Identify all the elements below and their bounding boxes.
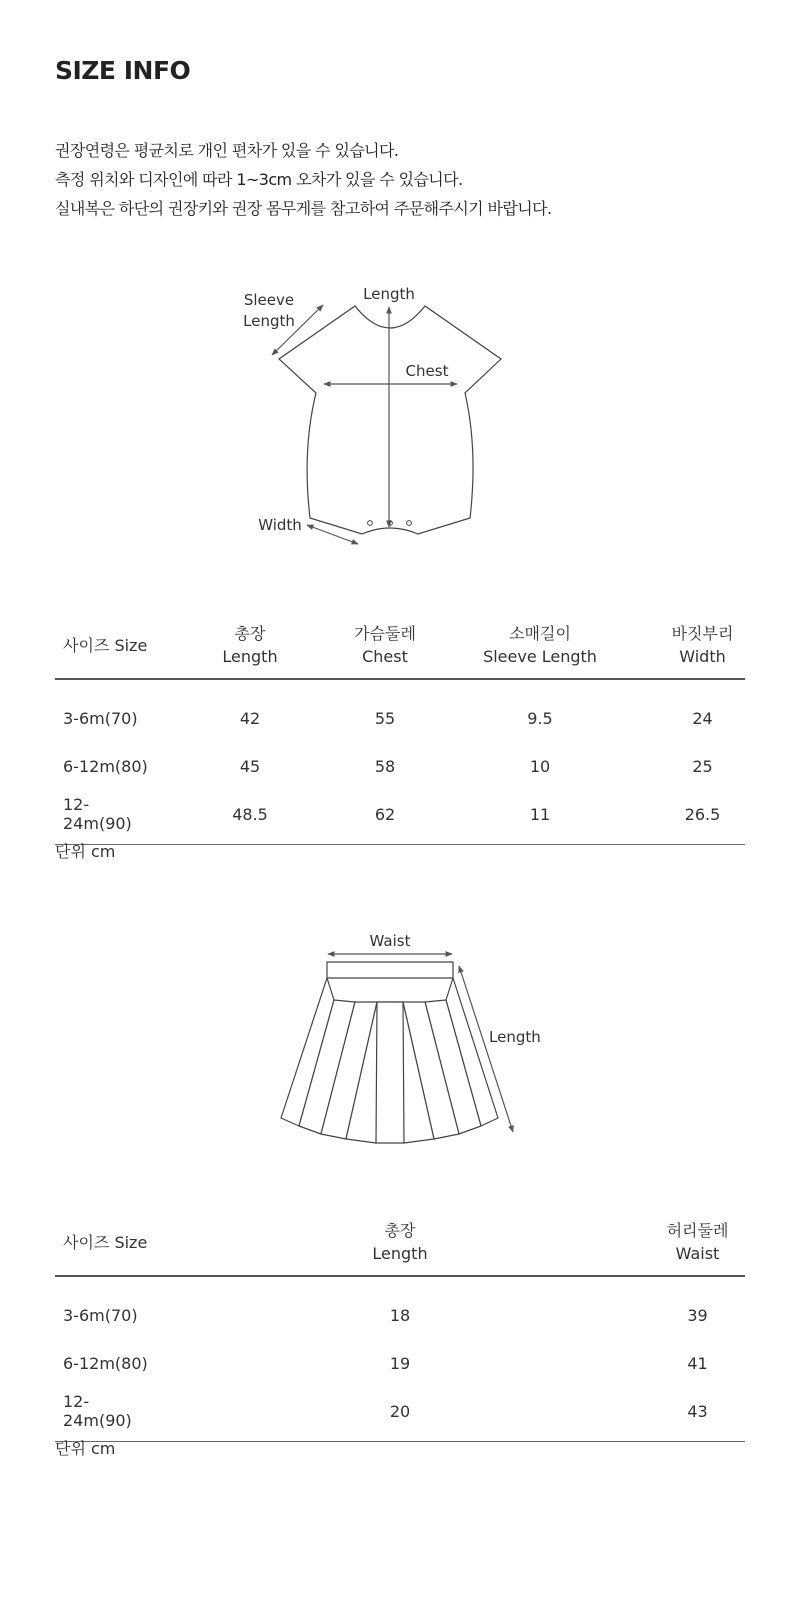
size-cell: 3-6m(70): [63, 1305, 138, 1325]
note-item: 실내복은 하단의 권장키와 권장 몸무게를 참고하여 주문해주시기 바랍니다.: [55, 199, 552, 218]
width-cell: 26.5: [660, 790, 745, 845]
sleeve-cell: 10: [529, 756, 551, 776]
table-row: [55, 742, 745, 790]
table-header-row: [55, 612, 745, 679]
notes-list: [55, 136, 551, 223]
length-cell: 48.5: [150, 790, 350, 845]
header-size: 사이즈 Size: [55, 612, 150, 679]
note-item: 권장연령은 평균치로 개인 편차가 있을 수 있습니다.: [55, 141, 399, 160]
waist-cell: 41: [687, 1353, 708, 1373]
size-cell: 3-6m(70): [63, 708, 138, 728]
width-label: Width: [258, 516, 302, 534]
length-cell: 45: [239, 756, 261, 776]
waist-label: Waist: [369, 932, 411, 950]
width-cell: 24: [692, 708, 713, 728]
table-row: [55, 790, 745, 845]
waist-cell: 39: [687, 1305, 708, 1325]
length-cell: 42: [239, 708, 261, 728]
size-cell: 12-24m(90): [55, 790, 150, 845]
sleeve-cell: 11: [420, 790, 660, 845]
length-label: Length: [363, 285, 415, 303]
table-header-row: [55, 1209, 745, 1276]
unit-note: 단위 cm: [55, 1439, 116, 1458]
header-waist: 허리둘레 Waist: [650, 1209, 745, 1276]
header-length: 총장 Length: [150, 612, 350, 679]
snap-button-icon: [388, 521, 393, 526]
sleeve-cell: 9.5: [527, 708, 553, 728]
top-size-table: [55, 612, 745, 845]
chest-cell: 62: [350, 790, 420, 845]
length-cell: 19: [389, 1353, 411, 1373]
length-cell: 18: [389, 1305, 411, 1325]
sleeve-label: Length: [243, 312, 295, 330]
waist-cell: 43: [650, 1387, 745, 1442]
snap-button-icon: [407, 521, 412, 526]
header-sleeve-length: 소매길이 Sleeve Length: [420, 612, 660, 679]
header-length: 총장 Length: [150, 1209, 650, 1276]
table-row: [55, 1387, 745, 1442]
romper-diagram: [230, 280, 520, 550]
table-row: [55, 679, 745, 742]
length-cell: 20: [150, 1387, 650, 1442]
unit-note: 단위 cm: [55, 842, 116, 861]
table-row: [55, 1276, 745, 1339]
size-cell: 6-12m(80): [63, 1353, 148, 1373]
chest-label: Chest: [405, 362, 449, 380]
size-cell: 6-12m(80): [63, 756, 148, 776]
skirt-outline: [281, 962, 498, 1143]
snap-button-icon: [368, 521, 373, 526]
header-chest: 가슴둘레 Chest: [350, 612, 420, 679]
width-arrow: [307, 525, 358, 544]
table-row: [55, 1339, 745, 1387]
width-cell: 25: [692, 756, 713, 776]
skirt-length-label: Length: [489, 1028, 541, 1046]
size-cell: 12-24m(90): [55, 1387, 150, 1442]
bottom-size-table: [55, 1209, 745, 1442]
chest-cell: 58: [374, 756, 396, 776]
header-width: 바짓부리 Width: [660, 612, 745, 679]
romper-outline: [279, 306, 501, 534]
header-size: 사이즈 Size: [55, 1209, 150, 1276]
skirt-diagram: [270, 925, 550, 1155]
note-item: 측정 위치와 디자인에 따라 1~3cm 오차가 있을 수 있습니다.: [55, 170, 463, 189]
page-title: SIZE INFO: [55, 56, 191, 85]
chest-cell: 55: [374, 708, 396, 728]
sleeve-label: Sleeve: [243, 291, 295, 309]
